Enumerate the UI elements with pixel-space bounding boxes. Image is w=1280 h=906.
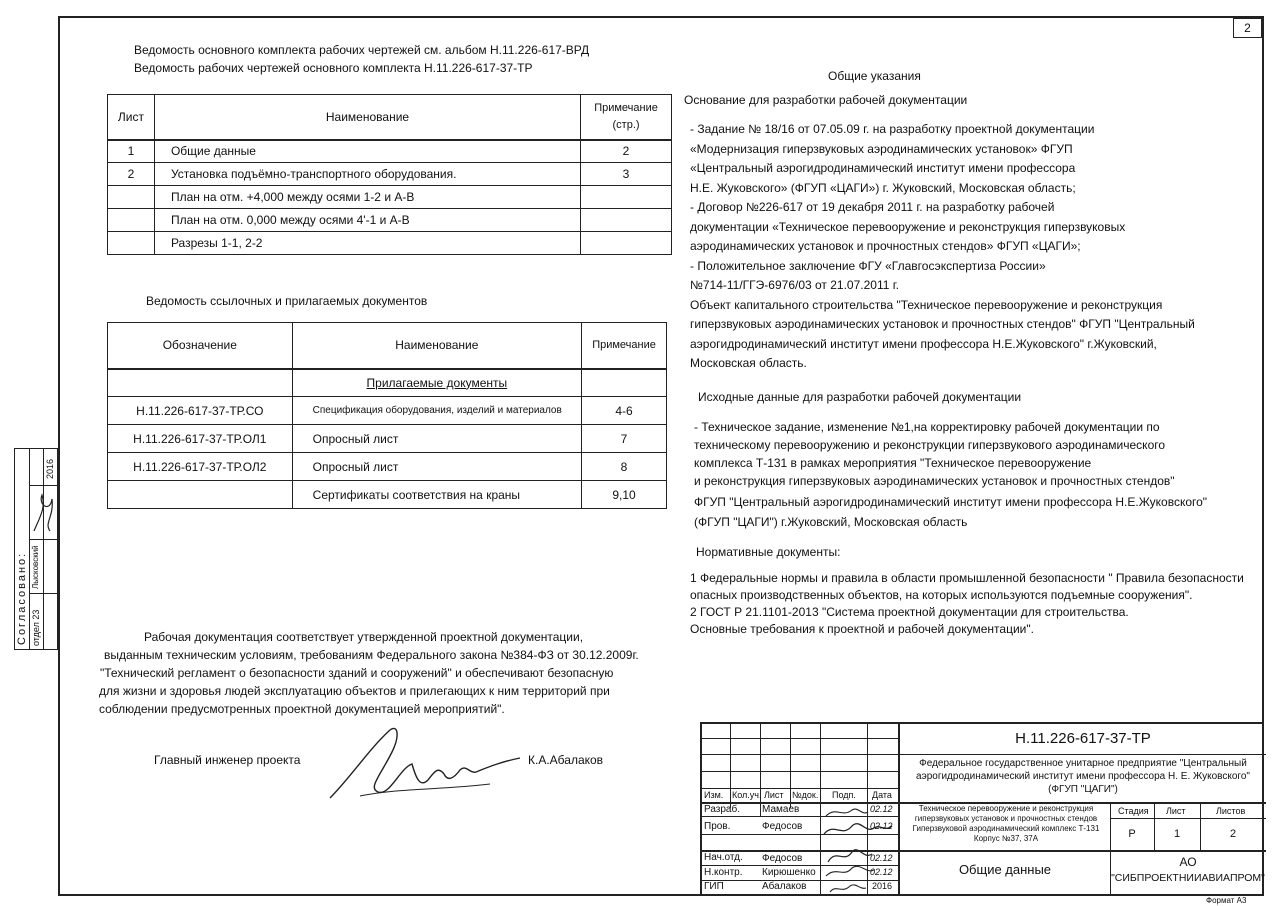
row-name: План на отм. 0,000 между осями 4'-1 и А-В	[154, 209, 580, 232]
col-header-note-line2: (стр.)	[612, 118, 640, 131]
compliance-line: выданным техническим условиям, требованиям Федерального закона №384-ФЗ от 30.12.2009г.	[104, 648, 639, 662]
row-name: Разрезы 1-1, 2-2	[154, 232, 580, 255]
source-org-text	[694, 492, 1207, 532]
sheet-number-box: 2	[1233, 18, 1262, 38]
object-line: Объект капитального строительства "Техническое перевооружение и реконструкция	[690, 297, 1163, 312]
basis-line: «Центральный аэрогидродинамический институт имени профессора	[690, 161, 1076, 175]
approval-dept: отдел 23	[31, 609, 41, 646]
object-line: Московская область.	[690, 356, 807, 370]
section-heading: Прилагаемые документы	[366, 375, 508, 390]
source-line: и реконструкция гиперзвуковых аэродинамических установок и прочностных стендов"	[694, 474, 1175, 488]
object-line: гиперзвуковых установок и прочностных стендов	[914, 814, 1098, 823]
row-name: Общие данные	[154, 140, 580, 163]
approval-year: 2016	[45, 458, 55, 479]
object-line: Техническое перевооружение и реконструкция	[918, 804, 1094, 813]
format-label: Формат А3	[1206, 896, 1247, 905]
row-sheet: 1	[108, 140, 155, 163]
row-sheet: 2	[108, 163, 155, 186]
row-note: 4-6	[582, 397, 667, 425]
row-sheet	[108, 209, 155, 232]
general-title: Общие указания	[828, 69, 921, 83]
section-cell-empty	[582, 369, 667, 397]
organization-name	[900, 757, 1266, 796]
drawing-list-title: Ведомость рабочих чертежей основного комплекта Н.11.226-617-37-ТР	[134, 61, 533, 75]
table-row	[108, 397, 667, 425]
organization-line: (ФГУП "ЦАГИ")	[1048, 784, 1118, 795]
chief-engineer-label: Главный инженер проекта	[154, 753, 301, 767]
source-org-line: ФГУП "Центральный аэрогидродинамический институт имени профессора Н.Е.Жуковского"	[694, 495, 1208, 509]
object-description	[902, 804, 1110, 844]
role-name: Абалаков	[762, 881, 807, 892]
sheet-value: 1	[1173, 828, 1181, 840]
organization-line: Федеральное государственное унитарное предприятие "Центральный	[919, 758, 1247, 769]
col-header-name: Наименование	[154, 95, 580, 140]
sheet-header: Лист	[1166, 806, 1186, 816]
drawings-table	[107, 94, 672, 255]
col-header-note-line1: Примечание	[594, 101, 658, 114]
table-row	[108, 163, 672, 186]
title-block	[700, 722, 1264, 896]
table-row	[108, 425, 667, 453]
role-name: Федосов	[762, 821, 803, 832]
role-name: Федосов	[762, 853, 803, 864]
table-row	[108, 140, 672, 163]
basis-line: Н.Е. Жуковского» (ФГУП «ЦАГИ») г. Жуковский, Московская область;	[690, 180, 1076, 195]
row-name: Сертификаты соответствия на краны	[292, 481, 581, 509]
norm-line: 1 Федеральные нормы и правила в области промышленной безопасности " Правила безопасности	[690, 571, 1244, 585]
organization-line: аэрогидродинамический институт имени профессора Н. Е. Жуковского"	[916, 771, 1250, 782]
compliance-line: "Технический регламент о безопасности зданий и сооружений" и обеспечивают безопасную	[100, 666, 614, 680]
table-row	[108, 186, 672, 209]
col-header-sheet: Лист	[764, 790, 784, 800]
approval-stamp	[14, 448, 58, 650]
role-name: Кирюшенко	[762, 867, 816, 878]
col-header-name: Наименование	[292, 323, 581, 369]
source-title: Исходные данные для разработки рабочей документации	[698, 390, 1022, 404]
col-header-date: Дата	[872, 790, 892, 800]
basis-line: документации «Техническое перевооружение и реконструкция гиперзвуковых	[690, 219, 1126, 234]
role-label: Пров.	[704, 821, 731, 832]
stage-header: Стадия	[1118, 806, 1149, 816]
role-date: 2016	[872, 881, 893, 891]
row-note: 2	[581, 140, 672, 163]
basis-line: аэродинамических установок и прочностных стендов» ФГУП «ЦАГИ»;	[690, 239, 1081, 253]
row-note	[581, 186, 672, 209]
document-title: Общие данные	[958, 862, 1052, 877]
sheets-header: Листов	[1216, 806, 1246, 816]
basis-title: Основание для разработки рабочей документации	[684, 93, 968, 107]
source-org-line: (ФГУП "ЦАГИ") г.Жуковский, Московская область	[694, 515, 968, 529]
row-sheet	[108, 232, 155, 255]
company-line1: АО	[1179, 855, 1197, 869]
approval-signature	[30, 487, 56, 537]
approval-person: Лысковский	[31, 545, 40, 589]
table-row	[108, 453, 667, 481]
drawing-set-reference: Ведомость основного комплекта рабочих чертежей см. альбом Н.11.226-617-ВРД	[134, 43, 590, 57]
norm-line: опасных производственных объектов, на которых используются подъемные сооружения".	[690, 588, 1193, 602]
sheets-value: 2	[1229, 828, 1237, 840]
row-name: План на отм. +4,000 между осями 1-2 и А-В	[154, 186, 580, 209]
basis-line: - Задание № 18/16 от 07.05.09 г. на разработку проектной документации	[690, 122, 1095, 136]
compliance-line: соблюдении предусмотренных проектной документацией мероприятий".	[99, 702, 505, 716]
role-date: 02.12	[870, 804, 893, 814]
role-label: Н.контр.	[704, 867, 743, 878]
docs-list-title: Ведомость ссылочных и прилагаемых документов	[146, 294, 428, 308]
col-header-designation: Обозначение	[108, 323, 293, 369]
role-label: Нач.отд.	[704, 852, 743, 863]
row-note	[581, 232, 672, 255]
col-header-change: Изм.	[704, 790, 724, 800]
row-note	[581, 209, 672, 232]
row-name: Опросный лист	[292, 425, 581, 453]
source-line: комплекса Т-131 в рамках мероприятия "Техническое перевооружение	[694, 456, 1092, 470]
norm-title: Нормативные документы:	[696, 545, 841, 559]
norm-line: Основные требования к проектной и рабочей документации".	[690, 622, 1034, 636]
object-line: Корпус №37, 37А	[973, 834, 1039, 843]
role-label: Разраб.	[704, 804, 741, 815]
norm-text	[690, 570, 1244, 638]
compliance-line: Рабочая документация соответствует утвержденной проектной документации,	[144, 630, 584, 644]
row-note: 9,10	[582, 481, 667, 509]
compliance-line: для жизни и здоровья людей эксплуатацию объектов и прилегающих к ним территорий при	[99, 684, 610, 698]
source-line: - Техническое задание, изменение №1,на корректировку рабочей документации по	[694, 420, 1160, 434]
row-designation: Н.11.226-617-37-ТР.ОЛ1	[108, 425, 293, 453]
role-date: 02.12	[870, 821, 893, 831]
object-line: гиперзвуковых аэродинамических установок и прочностных стендов" ФГУП "Центральный	[690, 317, 1195, 331]
row-note: 3	[581, 163, 672, 186]
row-designation: Н.11.226-617-37-ТР.СО	[108, 397, 293, 425]
row-name: Установка подъёмно-транспортного оборудования.	[154, 163, 580, 186]
col-header-count: Кол.уч.	[732, 790, 762, 800]
document-code: Н.11.226-617-37-ТР	[1015, 730, 1151, 747]
basis-line: - Договор №226-617 от 19 декабря 2011 г. на разработку рабочей	[690, 200, 1055, 214]
role-name: Мамаев	[762, 804, 800, 815]
section-cell-empty	[108, 369, 293, 397]
row-name: Спецификация оборудования, изделий и материалов	[292, 397, 581, 425]
col-header-signature: Подп.	[832, 790, 856, 800]
chief-engineer-name: К.А.Абалаков	[528, 753, 604, 767]
title-block-signatures	[822, 804, 898, 896]
role-label: ГИП	[704, 881, 724, 892]
company-line2: "СИБПРОЕКТНИИАВИАПРОМ"	[1111, 872, 1265, 884]
col-header-note: Примечание	[582, 323, 667, 369]
row-sheet	[108, 186, 155, 209]
basis-line: «Модернизация гиперзвуковых аэродинамических установок» ФГУП	[690, 141, 1073, 156]
norm-line: 2 ГОСТ Р 21.1101-2013 "Система проектной документации для строительства.	[690, 605, 1129, 619]
approval-title: Согласовано:	[16, 551, 28, 645]
role-date: 02.12	[870, 867, 893, 877]
role-date: 02.12	[870, 853, 893, 863]
source-text	[694, 418, 1175, 490]
source-line: техническому перевооружению и реконструкции гиперзвукового аэродинамического	[694, 438, 1166, 452]
section-cell	[292, 369, 581, 397]
stage-value: Р	[1128, 828, 1136, 840]
docs-table	[107, 322, 667, 509]
col-header-note	[581, 95, 672, 140]
row-note: 7	[582, 425, 667, 453]
table-row	[108, 209, 672, 232]
row-designation: Н.11.226-617-37-ТР.ОЛ2	[108, 453, 293, 481]
table-row	[108, 481, 667, 509]
col-header-docno: №док.	[792, 790, 819, 800]
object-line: Гиперзвуковой аэродинамический комплекс Т-131	[912, 824, 1100, 833]
table-row	[108, 232, 672, 255]
object-line: аэрогидродинамический институт имени профессора Н.Е.Жуковского" г.Жуковский,	[690, 336, 1157, 351]
row-name: Опросный лист	[292, 453, 581, 481]
basis-text	[690, 120, 1195, 374]
row-note: 8	[582, 453, 667, 481]
basis-line: №714-11/ГГЭ-6976/03 от 21.07.2011 г.	[690, 278, 899, 292]
col-header-sheet: Лист	[108, 95, 155, 140]
basis-line: - Положительное заключение ФГУ «Главгосэкспертиза России»	[690, 258, 1046, 273]
chief-engineer-signature	[320, 718, 530, 808]
row-designation	[108, 481, 293, 509]
